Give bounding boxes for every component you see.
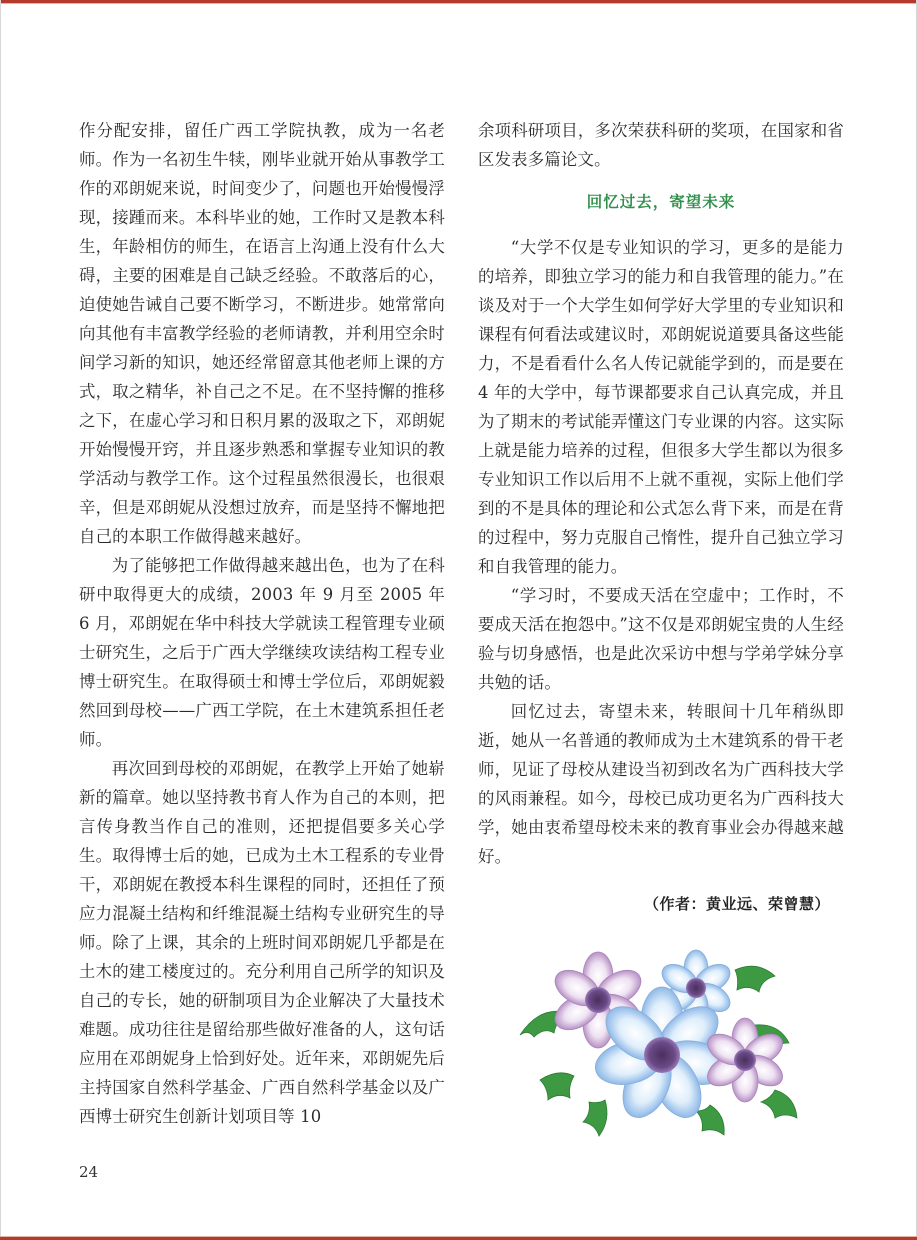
page-left-edge: [0, 0, 1, 1240]
section-heading: 回忆过去，寄望未来: [586, 193, 736, 211]
body-paragraph: 再次回到母校的邓朗妮，在教学上开始了她崭新的篇章。她以坚持教书育人作为自己的本则，把言传身教当作自己的准则，还把提倡要多关心学生。取得博士后的她，已成为土木工程系的专业骨干，邓朗妮在教授本科生课程的同时，还担任了预应力混凝土结构和纤维混凝土结构专业研究生的导师。除了上课，其余的上班时间邓朗妮几乎都是在土木的建工楼度过的。充分利用自己所学的知识及自己的专长，她的研制项目为企业解决了大量技术难题。成功往往是留给那些做好准备的人，这句话应用在邓朗妮身上恰到好处。近年来，邓朗妮先后主持国家自然科学基金、广西自然科学基金以及广西博士研究生创新计划项目等 10: [79, 759, 445, 1126]
body-paragraph: 为了能够把工作做得越来越出色，也为了在科研中取得更大的成绩，2003 年 9 月至 2005 年 6 月，邓朗妮在华中科技大学就读工程管理专业硕士研究生，之后于广西大学继续攻读结构工程专业博士研究生。在取得硕士和博士学位后，邓朗妮毅然回到母校——广西工学院，在土木建筑系担任老师。: [79, 556, 445, 749]
right-column: [478, 116, 844, 917]
body-paragraph: 作分配安排，留任广西工学院执教，成为一名老师。作为一名初生牛犊，刚毕业就开始从事教学工作的邓朗妮来说，时间变少了，问题也开始慢慢浮现，接踵而来。本科毕业的她，工作时又是教本科生，年龄相仿的师生，在语言上沟通上没有什么大碍，主要的困难是自己缺乏经验。不敢落后的心，迫使她告诫自己要不断学习，不断进步。她常常向向其他有丰富教学经验的老师请教，并利用空余时间学习新的知识，她还经常留意其他老师上课的方式，取之精华，补自己之不足。在不坚持懈的推移之下，在虚心学习和日积月累的汲取之下，邓朗妮开始慢慢开窍，并且逐步熟悉和掌握专业知识的教学活动与教学工作。这个过程虽然很漫长，也很艰辛，但是邓朗妮从没想过放弃，而是坚持不懈地把自己的本职工作做得越来越好。: [79, 121, 445, 546]
body-paragraph: “大学不仅是专业知识的学习，更多的是能力的培养，即独立学习的能力和自我管理的能力。”在谈及对于一个大学生如何学好大学里的专业知识和课程有何看法或建议时，邓朗妮说道要具备这些能力，不是看看什么名人传记就能学到的，而是要在 4 年的大学中，每节课都要求自己认真完成，并且为了期末的考试能弄懂这门专业课的内容。这实际上就是能力培养的过程，但很多大学生都以为很多专业知识工作以后用不上就不重视，实际上他们学到的不是具体的理论和公式怎么背下来，而是在背的过程中，努力克服自己惰性，提升自己独立学习和自我管理的能力。: [478, 238, 844, 576]
left-column: [79, 116, 445, 1131]
body-paragraph: 余项科研项目，多次荣获科研的奖项，在国家和省区发表多篇论文。: [478, 121, 844, 169]
page-number: 24: [79, 1163, 99, 1181]
flower-bouquet-icon: [510, 930, 820, 1145]
author-byline: （作者：黄业远、荣曾慧）: [643, 895, 830, 913]
body-paragraph: 回忆过去，寄望未来，转眼间十几年稍纵即逝，她从一名普通的教师成为土木建筑系的骨干老师，见证了母校从建设当初到改名为广西科技大学的风雨兼程。如今，母校已成功更名为广西科技大学，她由衷希望母校未来的教育事业会办得越来越好。: [478, 702, 844, 866]
body-paragraph: “学习时，不要成天活在空虚中；工作时，不要成天活在抱怨中。”这不仅是邓朗妮宝贵的人生经验与切身感悟，也是此次采访中想与学弟学妹分享共勉的话。: [478, 586, 844, 692]
page-top-border-light: [0, 3, 917, 4]
